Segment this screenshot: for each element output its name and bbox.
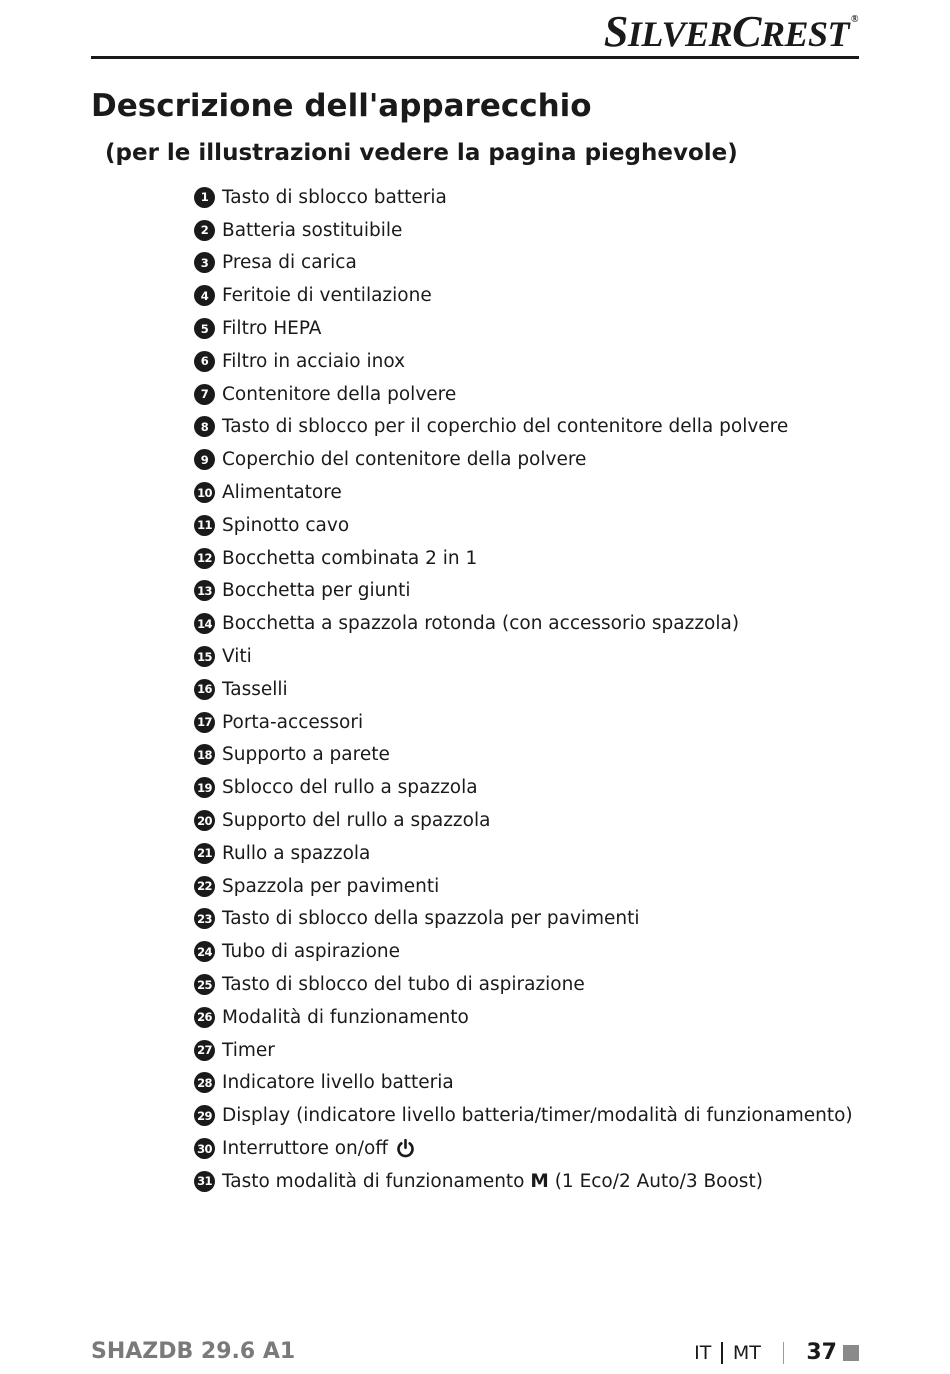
silvercrest-logo: SILVERCREST ®: [603, 7, 858, 56]
list-item: [194, 804, 853, 837]
list-item: [194, 247, 853, 280]
item-label: Supporto a parete: [222, 744, 390, 766]
item-number-badge: 17: [194, 712, 215, 733]
list-item: [194, 706, 853, 739]
list-item: [194, 1034, 853, 1067]
item-label: Bocchetta combinata 2 in 1: [222, 547, 478, 569]
page-title: Descrizione dell'apparecchio: [91, 88, 592, 124]
list-item: [194, 542, 853, 575]
item-number-badge: 11: [194, 515, 215, 536]
item-number-badge: 8: [194, 416, 215, 437]
list-item: [194, 771, 853, 804]
item-label: Spazzola per pavimenti: [222, 875, 440, 897]
item-label: Interruttore on/off: [222, 1138, 389, 1159]
list-item: [194, 181, 853, 214]
item-label: Tasto di sblocco del tubo di aspirazione: [222, 974, 585, 996]
header-rule: [91, 56, 859, 59]
item-number-badge: 12: [194, 548, 215, 569]
page-number: 37: [806, 1340, 837, 1365]
item-label: Rullo a spazzola: [222, 842, 371, 864]
item-label: Spinotto cavo: [222, 514, 350, 536]
item-label: Tubo di aspirazione: [222, 941, 400, 963]
language-it: IT: [694, 1341, 712, 1364]
item-number-badge: 23: [194, 908, 215, 929]
item-number-badge: 13: [194, 580, 215, 601]
item-number-badge: 18: [194, 744, 215, 765]
item-label: Tasto di sblocco della spazzola per pavimenti: [222, 908, 640, 930]
item-number-badge: 3: [194, 252, 215, 273]
item-label: Tasto di sblocco batteria: [222, 186, 447, 208]
item-number-badge: 1: [194, 187, 215, 208]
item-number-badge: 15: [194, 646, 215, 667]
page-subtitle: (per le illustrazioni vedere la pagina pieghevole): [105, 140, 738, 166]
list-item: [194, 935, 853, 968]
list-item: [194, 378, 853, 411]
item-label: Bocchetta per giunti: [222, 580, 411, 602]
item-number-badge: 10: [194, 482, 215, 503]
list-item: [194, 411, 853, 444]
item-number-badge: 29: [194, 1105, 215, 1126]
item-number-badge: 19: [194, 777, 215, 798]
footer-page-info: [694, 1340, 859, 1365]
footer-model: SHAZDB 29.6 A1: [91, 1339, 296, 1364]
item-label: Filtro in acciaio inox: [222, 350, 406, 372]
item-label: Filtro HEPA: [222, 318, 322, 340]
list-item: [194, 312, 853, 345]
item-number-badge: 25: [194, 974, 215, 995]
page-separator: [783, 1342, 785, 1364]
item-label: Timer: [222, 1039, 275, 1061]
list-item: [194, 214, 853, 247]
item-number-badge: 4: [194, 285, 215, 306]
language-mt: MT: [732, 1341, 761, 1364]
item-number-badge: 31: [194, 1171, 215, 1192]
item-number-badge: 24: [194, 941, 215, 962]
item-number-badge: 21: [194, 843, 215, 864]
list-item: [194, 837, 853, 870]
item-label: Presa di carica: [222, 252, 357, 274]
item-label: Feritoie di ventilazione: [222, 285, 432, 307]
parts-list: [194, 181, 853, 1198]
item-number-badge: 6: [194, 351, 215, 372]
item-label: Viti: [222, 646, 252, 668]
item-label: Batteria sostituibile: [222, 219, 403, 241]
item-label: Display (indicatore livello batteria/timer/modalità di funzionamento): [222, 1105, 853, 1127]
list-item: [194, 607, 853, 640]
item-suffix: (1 Eco/2 Auto/3 Boost): [554, 1170, 763, 1192]
item-label: Contenitore della polvere: [222, 383, 457, 405]
language-separator: [721, 1342, 723, 1364]
mode-key-label: M: [530, 1170, 549, 1192]
list-item: [194, 279, 853, 312]
list-item: [194, 1001, 853, 1034]
item-number-badge: 30: [194, 1138, 215, 1159]
item-number-badge: 9: [194, 449, 215, 470]
list-item: [194, 640, 853, 673]
list-item: [194, 673, 853, 706]
list-item: [194, 509, 853, 542]
item-number-badge: 28: [194, 1072, 215, 1093]
item-label: Tasto di sblocco per il coperchio del contenitore della polvere: [222, 416, 789, 438]
item-number-badge: 26: [194, 1007, 215, 1028]
list-item: [194, 345, 853, 378]
list-item: [194, 1132, 853, 1165]
list-item: [194, 739, 853, 772]
list-item: [194, 968, 853, 1001]
item-number-badge: 27: [194, 1040, 215, 1061]
list-item: [194, 1067, 853, 1100]
item-label: Indicatore livello batteria: [222, 1072, 454, 1094]
item-label: Sblocco del rullo a spazzola: [222, 777, 478, 799]
item-label: Bocchetta a spazzola rotonda (con accessorio spazzola): [222, 613, 740, 635]
item-number-badge: 5: [194, 318, 215, 339]
list-item: [194, 1099, 853, 1132]
item-label: Coperchio del contenitore della polvere: [222, 449, 587, 471]
registered-mark: ®: [851, 14, 858, 25]
item-label: Tasselli: [222, 678, 288, 700]
item-label: Supporto del rullo a spazzola: [222, 810, 491, 832]
item-number-badge: 14: [194, 613, 215, 634]
item-number-badge: 7: [194, 384, 215, 405]
item-number-badge: 20: [194, 810, 215, 831]
item-label: Porta-accessori: [222, 711, 364, 733]
item-label: Alimentatore: [222, 482, 342, 504]
list-item: [194, 1165, 853, 1198]
list-item: [194, 870, 853, 903]
item-number-badge: 2: [194, 220, 215, 241]
list-item: [194, 443, 853, 476]
item-label: Tasto modalità di funzionamento: [222, 1170, 525, 1192]
item-label: Modalità di funzionamento: [222, 1006, 469, 1028]
page-marker-square: [843, 1345, 859, 1361]
item-number-badge: 22: [194, 876, 215, 897]
power-icon: [395, 1138, 416, 1159]
item-number-badge: 16: [194, 679, 215, 700]
list-item: [194, 476, 853, 509]
list-item: [194, 575, 853, 608]
list-item: [194, 903, 853, 936]
